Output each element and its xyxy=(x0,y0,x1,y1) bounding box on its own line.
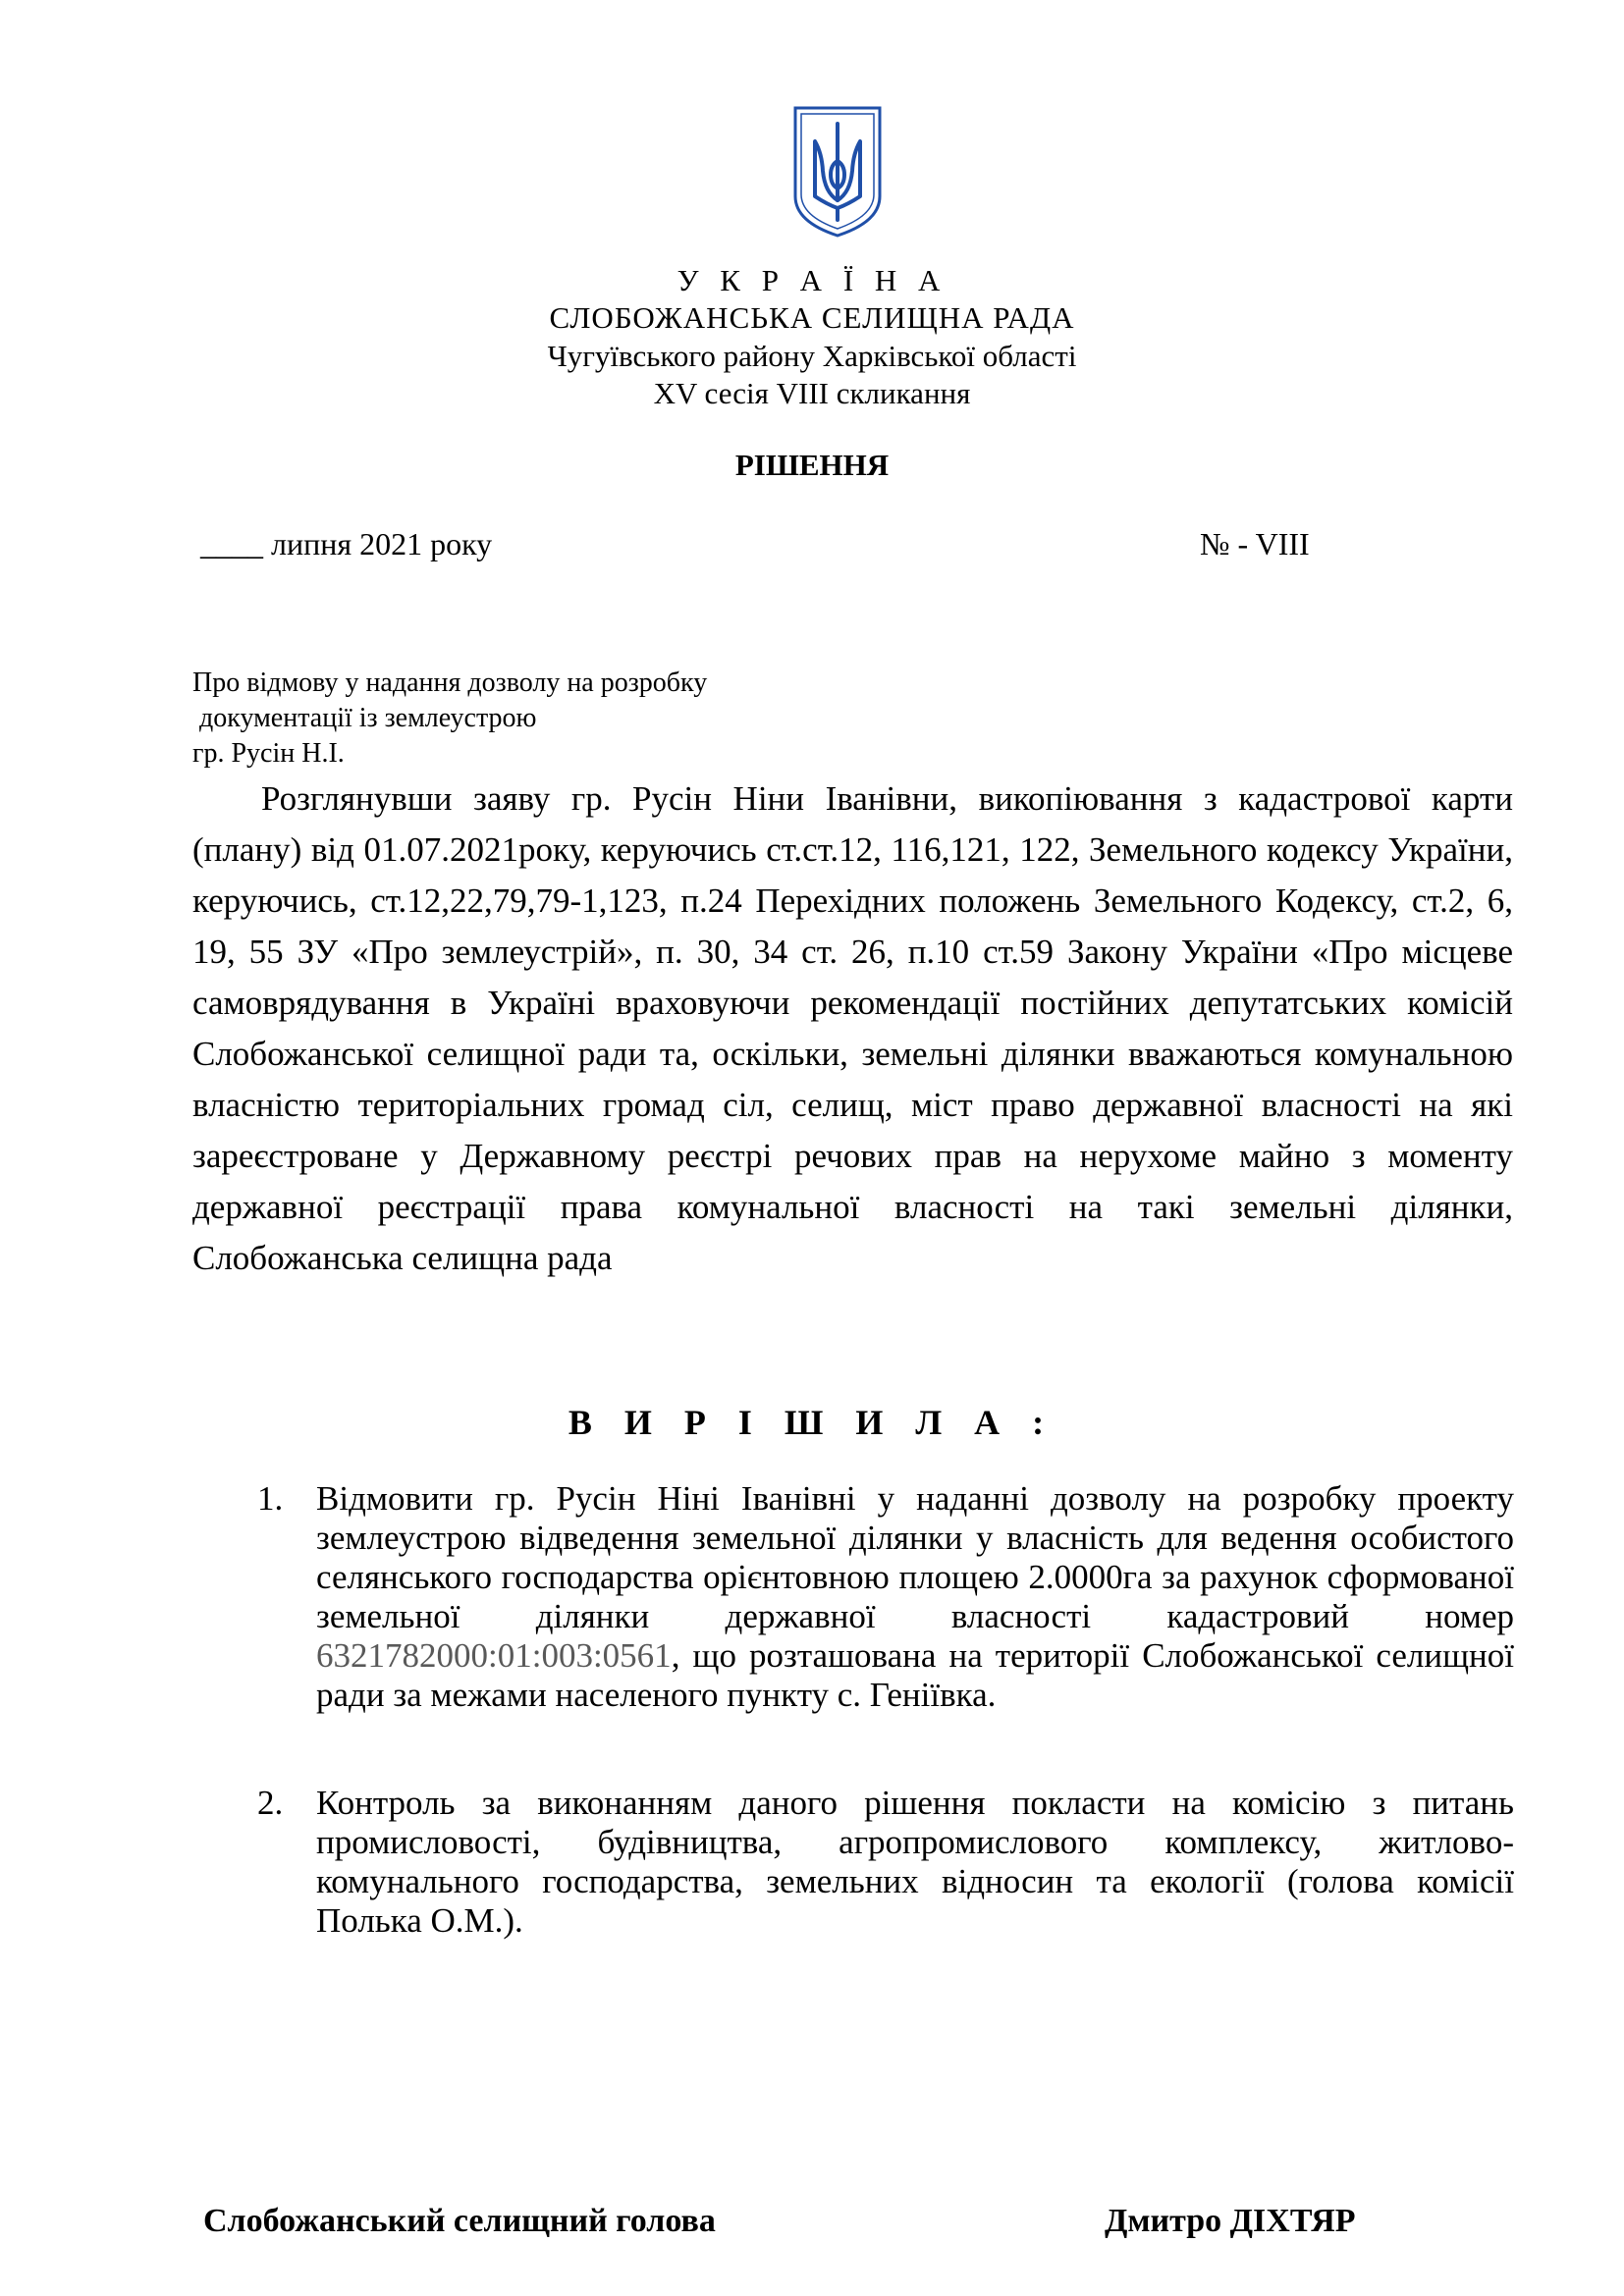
signatory-position: Слобожанський селищний голова xyxy=(203,2203,716,2239)
session-info: XV сесія VIII скликання xyxy=(653,376,971,410)
item-number: 1. xyxy=(257,1479,284,1518)
cadastral-number: 6321782000:01:003:0561 xyxy=(316,1636,672,1675)
council-name: СЛОБОЖАНСЬКА СЕЛИЩНА РАДА xyxy=(549,300,1075,335)
signatory-name: Дмитро ДІХТЯР xyxy=(1105,2203,1356,2239)
coat-of-arms-icon xyxy=(789,102,886,240)
decision-number: № - VIII xyxy=(1200,526,1310,561)
council-district: Чугуївського району Харківської області xyxy=(547,339,1077,373)
decision-date: ____ липня 2021 року xyxy=(200,526,493,561)
decided-heading: В И Р І Ш И Л А : xyxy=(568,1403,1056,1442)
decision-item xyxy=(257,1479,1514,1715)
item-text xyxy=(316,1479,1514,1715)
item-text-part: , що розташована на території Слобожанської селищної ради за межами населеного пункту с. Геніївка. xyxy=(316,1636,1514,1714)
decision-item xyxy=(257,1784,1514,1941)
preamble-paragraph: Розглянувши заяву гр. Русін Ніни Іванівни, викопіювання з кадастрової карти (плану) від 01.07.2021року, керуючись ст.ст.12, 116,121, 122, Земельного кодексу України, керуючись, ст.12,22,79,79-1,123, п.24 Перехідних положень Земельного Кодексу, ст.2, 6, 19, 55 ЗУ «Про землеустрій», п. 30, 34 ст. 26, п.10 ст.59 Закону України «Про місцеве самоврядування в Україні враховуючи рекомендації постійних депутатських комісій Слобожанської селищної ради та, оскільки, земельні ділянки вважаються комунальною власністю територіальних громад сіл, селищ, міст право державної власності на які зареєстроване у Державному реєстрі речових прав на нерухоме майно з моменту державної реєстрації права комунальної власності на такі земельні ділянки, Слобожанська селищна рада xyxy=(192,779,1513,1277)
item-text: Контроль за виконанням даного рішення покласти на комісію з питань промисловості, будівництва, агропромислового комплексу, житлово-комунального господарства, земельних відносин та екології (голова комісії Полька О.М.). xyxy=(316,1784,1514,1940)
subject-line-1: Про відмову у надання дозволу на розробку xyxy=(192,667,708,698)
subject-line-3: гр. Русін Н.І. xyxy=(192,738,345,769)
item-number: 2. xyxy=(257,1784,284,1822)
country-name: У К Р А Ї Н А xyxy=(677,263,947,297)
item-text-part: Відмовити гр. Русін Ніні Іванівні у наданні дозволу на розробку проекту землеустрою відведення земельної ділянки у власність для ведення особистого селянського господарства орієнтовною площею 2.0000га за рахунок сформованої земельної ділянки державної власності кадастровий номер xyxy=(316,1479,1514,1635)
document-type: РІШЕННЯ xyxy=(734,448,890,482)
subject-line-2: документації із землеустрою xyxy=(199,703,537,733)
